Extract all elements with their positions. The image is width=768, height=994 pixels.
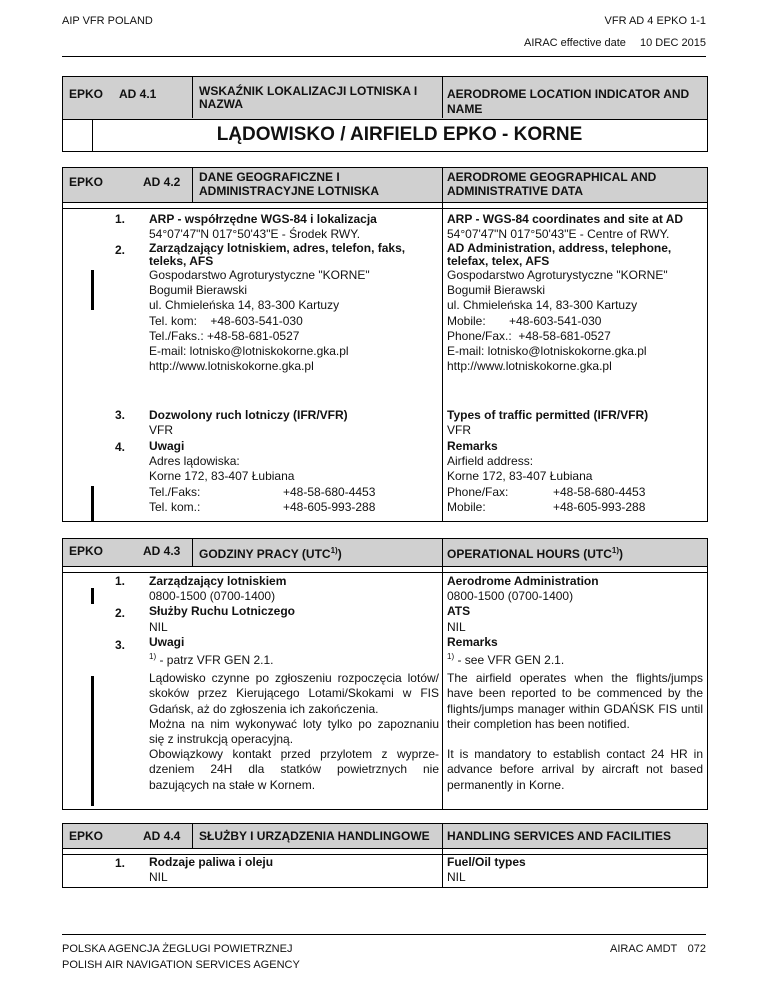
section-number: AD 4.3 (143, 544, 181, 558)
field-label-pl: Zarządzający lotniskiem (149, 574, 287, 588)
field-value-en: 54°07'47"N 017°50'43"E - Centre of RWY. (447, 227, 670, 242)
section-ad-4-3 (62, 538, 708, 810)
section-number: AD 4.1 (119, 87, 157, 101)
airac-label: AIRAC effective date (524, 37, 626, 49)
table-row (149, 574, 439, 793)
field-label-en: Fuel/Oil types (447, 855, 526, 869)
table-row (447, 212, 703, 242)
section-title-pl: WSKAŹNIK LOKALIZACJI LOTNISKA I NAZWA (199, 84, 418, 111)
field-label-pl: Uwagi (149, 634, 185, 649)
change-bar (91, 486, 94, 522)
field-label-en: Remarks (447, 634, 498, 649)
field-value-pl: NIL (149, 619, 168, 634)
field-label-en: Remarks (447, 439, 498, 453)
remark-line: Korne 172, 83-407 Łubiana (149, 469, 295, 484)
url-line: http://www.lotniskokorne.gka.pl (149, 359, 314, 374)
remark-paragraph: Lądowisko czynne po zgłoszeniu rozpoczęcia lotów/ skoków przez Kierującego Lotami/Skokami w FIS Gdańsk, aż do zgłoszenia ich zakończenia. (149, 671, 439, 716)
row-number: 3. (114, 408, 125, 422)
section-code: EPKO (69, 544, 104, 558)
field-value-en: 0800-1500 (0700-1400) (447, 589, 574, 604)
field-value-en: VFR (447, 423, 471, 438)
footnote-ref: $^{1)}$ - see VFR GEN 2.1. (447, 652, 565, 668)
url-line: http://www.lotniskokorne.gka.pl (447, 359, 612, 374)
section-title-en: AERODROME GEOGRAPHICAL AND ADMINISTRATIVE DATA (447, 170, 657, 198)
field-label-pl: ARP - współrzędne WGS-84 i lokalizacja (149, 212, 377, 226)
table-row (149, 408, 439, 438)
field-label-en: ARP - WGS-84 coordinates and site at AD (447, 212, 684, 226)
field-value-pl: VFR (149, 423, 173, 438)
field-label-pl: Służby Ruchu Lotniczego (149, 604, 295, 619)
section-title-pl: DANE GEOGRAFICZNE I ADMINISTRACYJNE LOTNISKA (199, 170, 380, 198)
section-ad-4-2 (62, 167, 708, 522)
address-line: ul. Chmieleńska 14, 83-300 Kartuzy (447, 298, 638, 313)
row-number: 3. (114, 638, 125, 652)
remark-line: Adres lądowiska: (149, 454, 240, 469)
footnote-ref: $^{1)}$ - patrz VFR GEN 2.1. (149, 652, 274, 668)
section-number: AD 4.2 (143, 175, 181, 189)
address-line: ul. Chmieleńska 14, 83-300 Kartuzy (149, 298, 340, 313)
table-row (149, 212, 439, 242)
footer-agency-pl: POLSKA AGENCJA ŻEGLUGI POWIETRZNEJ (62, 943, 293, 955)
field-label-pl: Dozwolony ruch lotniczy (IFR/VFR) (149, 408, 348, 422)
change-bar (91, 270, 94, 310)
section-title-en: OPERATIONAL HOURS (UTC$^{1)}$) (447, 546, 624, 561)
fax-line: Phone/Fax.: +48-58-681-0527 (447, 328, 611, 343)
table-row (149, 855, 439, 885)
fax-line: Tel./Faks.: +48-58-681-0527 (149, 328, 300, 343)
row-number: 1. (114, 574, 125, 588)
aerodrome-name-title: LĄDOWISKO / AIRFIELD EPKO - KORNE (216, 124, 583, 145)
table-row (447, 408, 703, 438)
section-code: EPKO (69, 175, 104, 189)
section-ad-4-4 (62, 823, 708, 888)
address-line: Gospodarstwo Agroturystyczne "KORNE" (447, 268, 668, 282)
address-line: Bogumił Bierawski (149, 283, 248, 298)
remark-paragraph: It is mandatory to establish contact 24 HR in advance before arrival by aircraft not based permanently in Korne. (447, 747, 703, 792)
remark-paragraph: Obowiązkowy kontakt przed przylotem z wyprze-dzeniem 24H dla statków powietrznych nie bazujących na stałe w Kornem. (149, 747, 439, 792)
field-label-en: Types of traffic permitted (IFR/VFR) (447, 408, 649, 422)
section-number: AD 4.4 (143, 829, 181, 843)
field-value-en: NIL (447, 619, 466, 634)
address-line: Gospodarstwo Agroturystyczne "KORNE" (149, 268, 370, 282)
remark-line: Korne 172, 83-407 Łubiana (447, 469, 593, 484)
field-label-pl: Rodzaje paliwa i oleju (149, 855, 274, 869)
table-row (447, 855, 703, 885)
field-value-pl: 54°07'47"N 017°50'43"E - Środek RWY. (149, 227, 361, 242)
table-row (447, 439, 703, 515)
remark-paragraph: Można na nim wykonywać loty tylko po zapoznaniu się z instrukcją operacyjną. (149, 716, 439, 747)
footer-agency-en: POLISH AIR NAVIGATION SERVICES AGENCY (62, 959, 300, 971)
footer-amdt-label: AIRAC AMDT (610, 943, 678, 955)
footer-rule (62, 934, 706, 935)
field-label-pl: Uwagi (149, 439, 185, 453)
mobile-line: Tel. kom.: +48-605-993-288 (149, 499, 376, 514)
table-row (149, 242, 439, 374)
table-row (447, 574, 703, 793)
remark-line: Airfield address: (447, 454, 534, 469)
footer-amdt-number: 072 (687, 943, 706, 955)
field-label-pl: Zarządzający lotniskiem, adres, telefon, faks, teleks, AFS (149, 241, 406, 268)
row-number: 2. (114, 243, 125, 257)
table-row (447, 242, 703, 374)
section-title-pl: GODZINY PRACY (UTC$^{1)}$) (199, 546, 342, 561)
row-number: 4. (114, 440, 125, 454)
field-value-pl: NIL (149, 870, 168, 885)
row-number: 1. (114, 212, 125, 226)
field-label-en: ATS (447, 604, 471, 619)
section-code: EPKO (69, 829, 104, 843)
section-code: EPKO (69, 87, 104, 101)
section-title-en: HANDLING SERVICES AND FACILITIES (447, 829, 672, 843)
section-title-en: AERODROME LOCATION INDICATOR AND NAME (447, 87, 690, 117)
doc-header-left: AIP VFR POLAND (62, 15, 153, 27)
field-value-en: NIL (447, 870, 466, 885)
row-number: 1. (114, 856, 125, 870)
phone-line: Tel./Faks: +48-58-680-4453 (149, 484, 376, 499)
phone-line: Phone/Fax: +48-58-680-4453 (447, 484, 646, 499)
table-row (149, 439, 439, 515)
section-ad-4-1 (62, 76, 708, 152)
email-line: E-mail: lotnisko@lotniskokorne.gka.pl (447, 344, 647, 359)
email-line: E-mail: lotnisko@lotniskokorne.gka.pl (149, 344, 349, 359)
field-value-pl: 0800-1500 (0700-1400) (149, 589, 276, 604)
airac-date: 10 DEC 2015 (639, 37, 706, 49)
section-title-pl: SŁUŻBY I URZĄDZENIA HANDLINGOWE (199, 829, 430, 843)
phone-line: Tel. kom: +48-603-541-030 (149, 313, 303, 328)
change-bar (91, 588, 94, 604)
field-label-en: AD Administration, address, telephone, telefax, telex, AFS (447, 241, 672, 268)
mobile-line: Mobile: +48-605-993-288 (447, 499, 646, 514)
remark-paragraph: The airfield operates when the flights/jumps have been reported to be commenced by the flights/jumps manager within GDAŃSK FIS until their completion has been notified. (447, 671, 703, 731)
change-bar (91, 676, 94, 806)
phone-line: Mobile: +48-603-541-030 (447, 313, 602, 328)
row-number: 2. (114, 606, 125, 620)
address-line: Bogumił Bierawski (447, 283, 546, 298)
doc-header-page-id: VFR AD 4 EPKO 1-1 (604, 15, 706, 27)
header-rule (62, 56, 706, 57)
field-label-en: Aerodrome Administration (447, 574, 599, 588)
